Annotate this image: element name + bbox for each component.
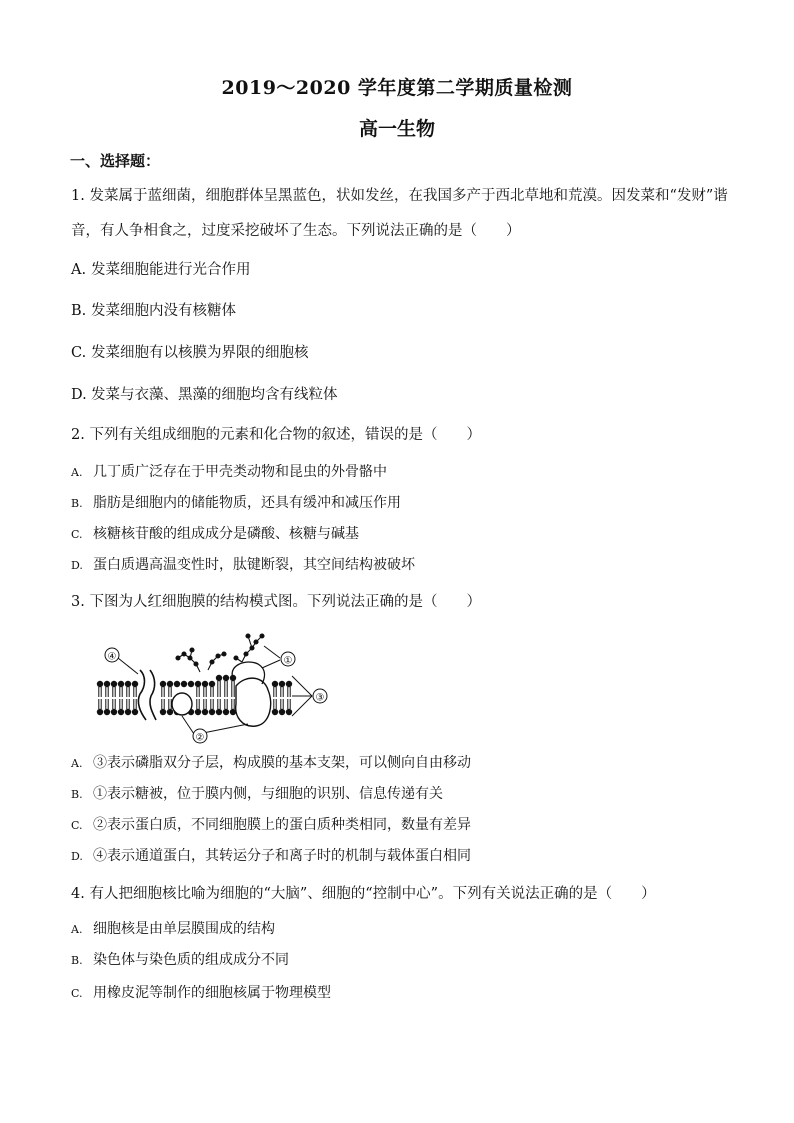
phospholipid-head (118, 681, 124, 687)
phospholipid-head (209, 681, 215, 687)
option-text: 蛋白质遇高温变性时，肽键断裂，其空间结构被破坏 (93, 557, 415, 573)
phospholipid-head (188, 681, 194, 687)
question-1-option-b[interactable] (71, 301, 236, 321)
phospholipid-head (111, 681, 117, 687)
option-text: ①表示糖被，位于膜内侧，与细胞的识别、信息传递有关 (93, 786, 443, 802)
question-2-option-d[interactable] (71, 555, 415, 576)
phospholipid-head (223, 675, 229, 681)
page-subtitle: 高一生物 (358, 118, 435, 140)
phospholipid-head (97, 681, 103, 687)
option-label: B. (71, 303, 87, 319)
phospholipid-head (132, 709, 138, 715)
question-4-stem: 4. 有人把细胞核比喻为细胞的“大脑”、细胞的“控制中心”。下列有关说法正确的是（ ） (71, 886, 656, 902)
option-label: A. (71, 262, 87, 278)
phospholipid-head (216, 709, 222, 715)
figure-label-2: ② (195, 732, 205, 744)
question-3-option-c[interactable] (71, 815, 471, 836)
question-1-stem-line-1: 1. 发菜属于蓝细菌，细胞群体呈黑蓝色，状如发丝，在我国多产于西北草地和荒漠。因发菜和“发财”谐 (71, 188, 728, 204)
question-2-stem: 2. 下列有关组成细胞的元素和化合物的叙述，错误的是（ ） (71, 427, 481, 443)
figure-label-3: ③ (315, 692, 325, 704)
option-text: 脂肪是细胞内的储能物质，还具有缓冲和减压作用 (93, 495, 401, 511)
phospholipid-head (195, 709, 201, 715)
phospholipid-head (104, 681, 110, 687)
phospholipid-head (216, 675, 222, 681)
option-label: A. (71, 923, 83, 936)
question-3-option-d[interactable] (71, 846, 471, 867)
question-3-option-b[interactable] (71, 784, 443, 805)
protein-small (172, 693, 192, 715)
question-2-option-a[interactable] (71, 462, 387, 483)
question-4-option-b[interactable] (71, 950, 289, 971)
channel-protein (138, 670, 156, 720)
phospholipid-head (181, 681, 187, 687)
phospholipid-head (272, 681, 278, 687)
phospholipid-head (272, 709, 278, 715)
question-3-stem: 3. 下图为人红细胞膜的结构模式图。下列说法正确的是（ ） (71, 594, 481, 610)
phospholipid-head (132, 681, 138, 687)
phospholipid-head (286, 681, 292, 687)
question-1-option-d[interactable] (71, 385, 338, 405)
phospholipid-head (286, 709, 292, 715)
cell-membrane-figure (96, 628, 336, 746)
phospholipid-head (223, 709, 229, 715)
option-text: 核糖核苷酸的组成成分是磷酸、核糖与碱基 (93, 526, 359, 542)
option-text: 发菜细胞能进行光合作用 (91, 262, 251, 278)
option-label: C. (71, 987, 83, 1000)
question-3-option-a[interactable] (71, 753, 471, 774)
option-text: 用橡皮泥等制作的细胞核属于物理模型 (93, 985, 331, 1001)
phospholipid-head (125, 681, 131, 687)
option-text: ③表示磷脂双分子层，构成膜的基本支架，可以侧向自由移动 (93, 755, 471, 771)
option-label: D. (71, 387, 87, 403)
option-text: 细胞核是由单层膜围成的结构 (93, 921, 275, 937)
question-2-option-c[interactable] (71, 524, 359, 545)
phospholipid-head (111, 709, 117, 715)
option-label: A. (71, 466, 83, 479)
option-text: 发菜与衣藻、黑藻的细胞均含有线粒体 (91, 387, 338, 403)
option-text: 发菜细胞有以核膜为界限的细胞核 (91, 345, 309, 361)
glycocalyx (176, 634, 264, 672)
option-label: C. (71, 345, 87, 361)
option-text: ②表示蛋白质，不同细胞膜上的蛋白质种类相同，数量有差异 (93, 817, 471, 833)
phospholipid-head (174, 681, 180, 687)
figure-label-4: ④ (107, 651, 117, 663)
option-text: 几丁质广泛存在于甲壳类动物和昆虫的外骨骼中 (93, 464, 387, 480)
option-label: B. (71, 788, 83, 801)
figure-label-1: ① (283, 655, 293, 667)
option-label: C. (71, 819, 83, 832)
question-4-option-c[interactable] (71, 983, 331, 1004)
option-label: A. (71, 757, 83, 770)
option-label: D. (71, 559, 83, 572)
phospholipid-head (125, 709, 131, 715)
option-label: B. (71, 497, 83, 510)
protein-large (236, 678, 271, 726)
phospholipid-head (279, 709, 285, 715)
option-label: B. (71, 954, 83, 967)
page-title: 2019～2020 学年度第二学期质量检测 (221, 77, 573, 99)
question-1-option-c[interactable] (71, 343, 309, 363)
option-label: D. (71, 850, 83, 863)
option-label: C. (71, 528, 83, 541)
phospholipid-head (167, 681, 173, 687)
option-text: 染色体与染色质的组成成分不同 (93, 952, 289, 968)
section-heading: 一、选择题： (70, 152, 161, 170)
phospholipid-head (160, 681, 166, 687)
phospholipid-head (279, 681, 285, 687)
phospholipid-head (97, 709, 103, 715)
question-4-option-a[interactable] (71, 919, 275, 940)
option-text: ④表示通道蛋白，其转运分子和离子时的机制与载体蛋白相同 (93, 848, 471, 864)
phospholipid-head (202, 681, 208, 687)
phospholipid-head (160, 709, 166, 715)
option-text: 发菜细胞内没有核糖体 (91, 303, 236, 319)
question-1-option-a[interactable] (71, 260, 251, 280)
phospholipid-head (118, 709, 124, 715)
phospholipid-head (209, 709, 215, 715)
question-1-stem-line-2: 音，有人争相食之，过度采挖破坏了生态。下列说法正确的是（ ） (71, 223, 521, 239)
question-2-option-b[interactable] (71, 493, 401, 514)
phospholipid-head (104, 709, 110, 715)
phospholipid-head (167, 709, 173, 715)
phospholipid-head (195, 681, 201, 687)
phospholipid-head (202, 709, 208, 715)
